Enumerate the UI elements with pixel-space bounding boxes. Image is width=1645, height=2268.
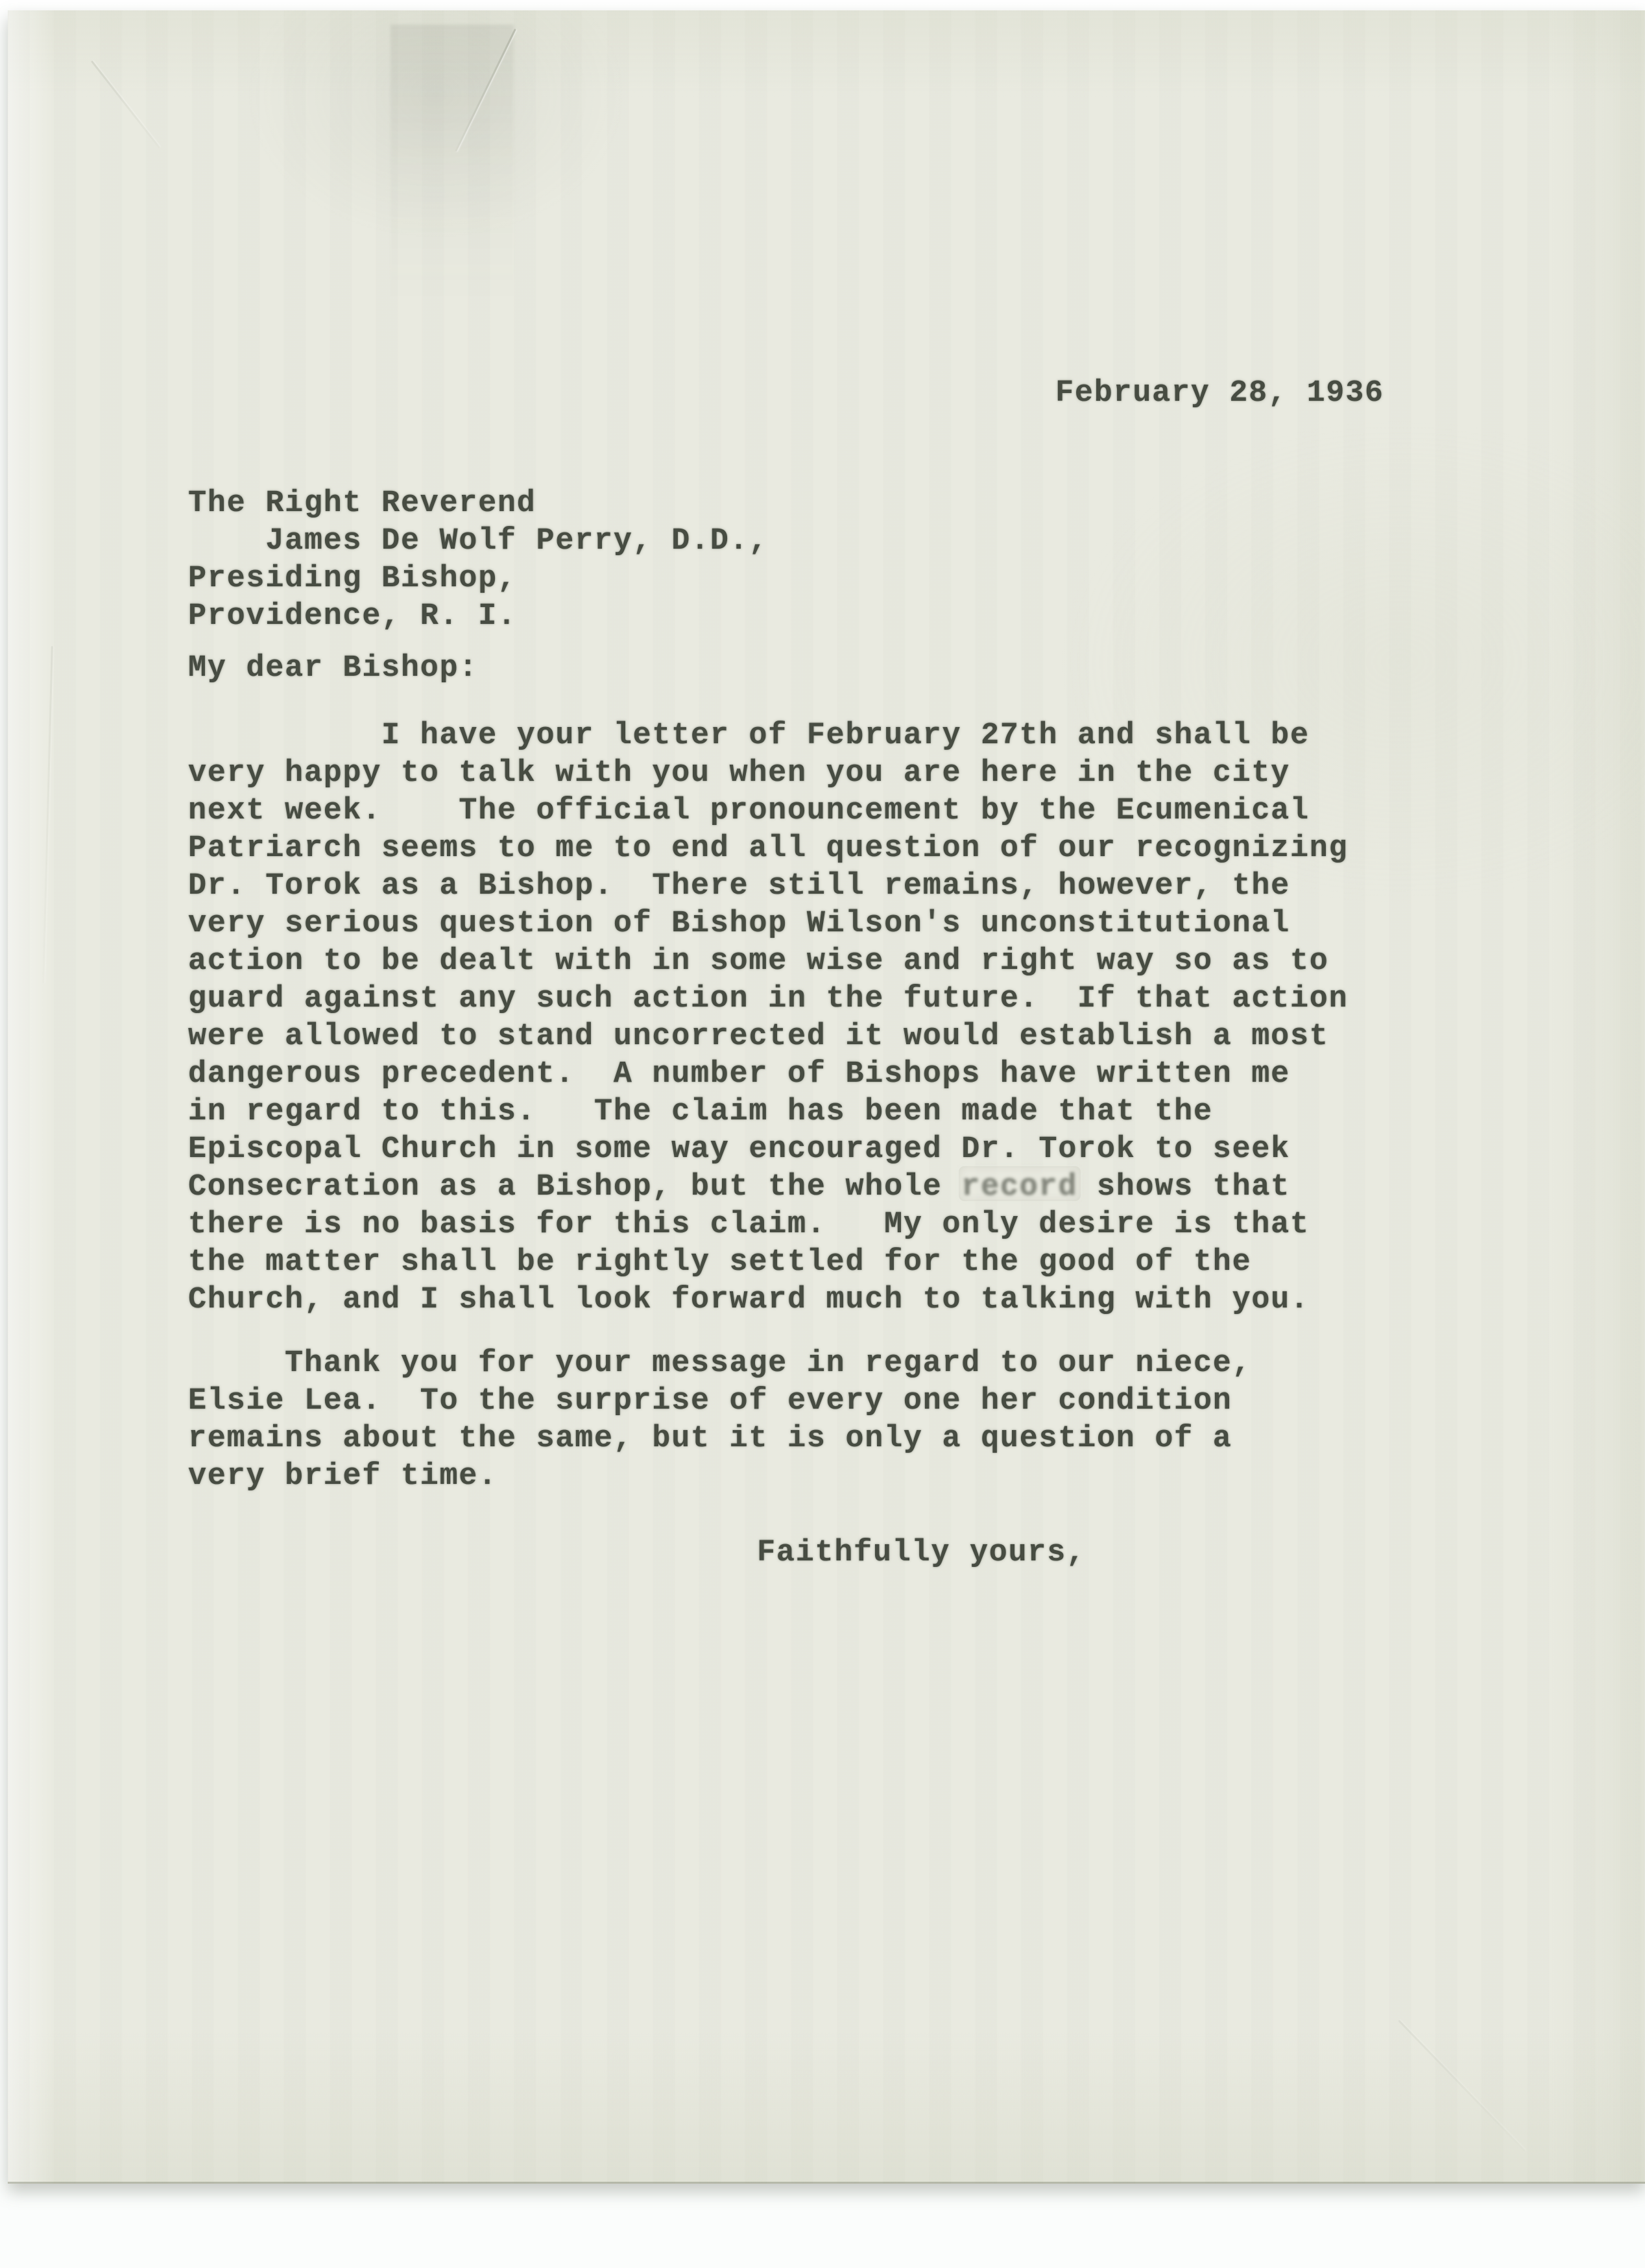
- text-line: in regard to this. The claim has been made that the: [188, 1095, 1213, 1129]
- address-line: Providence, R. I.: [188, 599, 517, 634]
- text-line: action to be dealt with in some wise and right way so as to: [188, 944, 1329, 979]
- letter-date: February 28, 1936: [1055, 376, 1384, 411]
- recipient-address: [188, 485, 768, 636]
- complimentary-close: Faithfully yours,: [757, 1536, 1086, 1570]
- text-line: guard against any such action in the future. If that action: [188, 982, 1349, 1016]
- text-line: very brief time.: [188, 1459, 498, 1494]
- text-line: Patriarch seems to me to end all question of our recognizing: [188, 831, 1349, 866]
- address-line: James De Wolf Perry, D.D.,: [188, 524, 769, 558]
- text-line: remains about the same, but it is only a question of a: [188, 1422, 1232, 1456]
- body-paragraph-2: [188, 1345, 1251, 1496]
- address-line: The Right Reverend: [188, 486, 536, 521]
- text-line: I have your letter of February 27th and shall be: [188, 719, 1310, 753]
- text-line: very serious question of Bishop Wilson's unconstitutional: [188, 907, 1290, 941]
- text-line: the matter shall be rightly settled for the good of the: [188, 1245, 1252, 1280]
- address-line: Presiding Bishop,: [188, 562, 517, 596]
- salutation: My dear Bishop:: [188, 651, 479, 686]
- text-line: Thank you for your message in regard to our niece,: [188, 1346, 1252, 1381]
- ink-smudge: [959, 1166, 1081, 1201]
- text-line: dangerous precedent. A number of Bishops have written me: [188, 1057, 1290, 1092]
- paper-crease: [42, 646, 53, 983]
- text-line: Consecration as a Bishop, but the whole record shows that: [188, 1170, 1290, 1204]
- text-line: next week. The official pronouncement by the Ecumenical: [188, 794, 1310, 828]
- text-line: there is no basis for this claim. My only desire is that: [188, 1208, 1310, 1242]
- text-line: Dr. Torok as a Bishop. There still remains, however, the: [188, 869, 1290, 903]
- text-line: Church, and I shall look forward much to talking with you.: [188, 1283, 1310, 1317]
- body-paragraph-1: [188, 717, 1348, 1319]
- text-line: Elsie Lea. To the surprise of every one her condition: [188, 1384, 1232, 1418]
- paper-crease: [91, 60, 160, 149]
- text-line: Episcopal Church in some way encouraged Dr. Torok to seek: [188, 1132, 1290, 1167]
- text-line: were allowed to stand uncorrected it would establish a most: [188, 1020, 1329, 1054]
- text-line: very happy to talk with you when you are here in the city: [188, 756, 1290, 791]
- paper-crease: [1398, 2020, 1526, 2151]
